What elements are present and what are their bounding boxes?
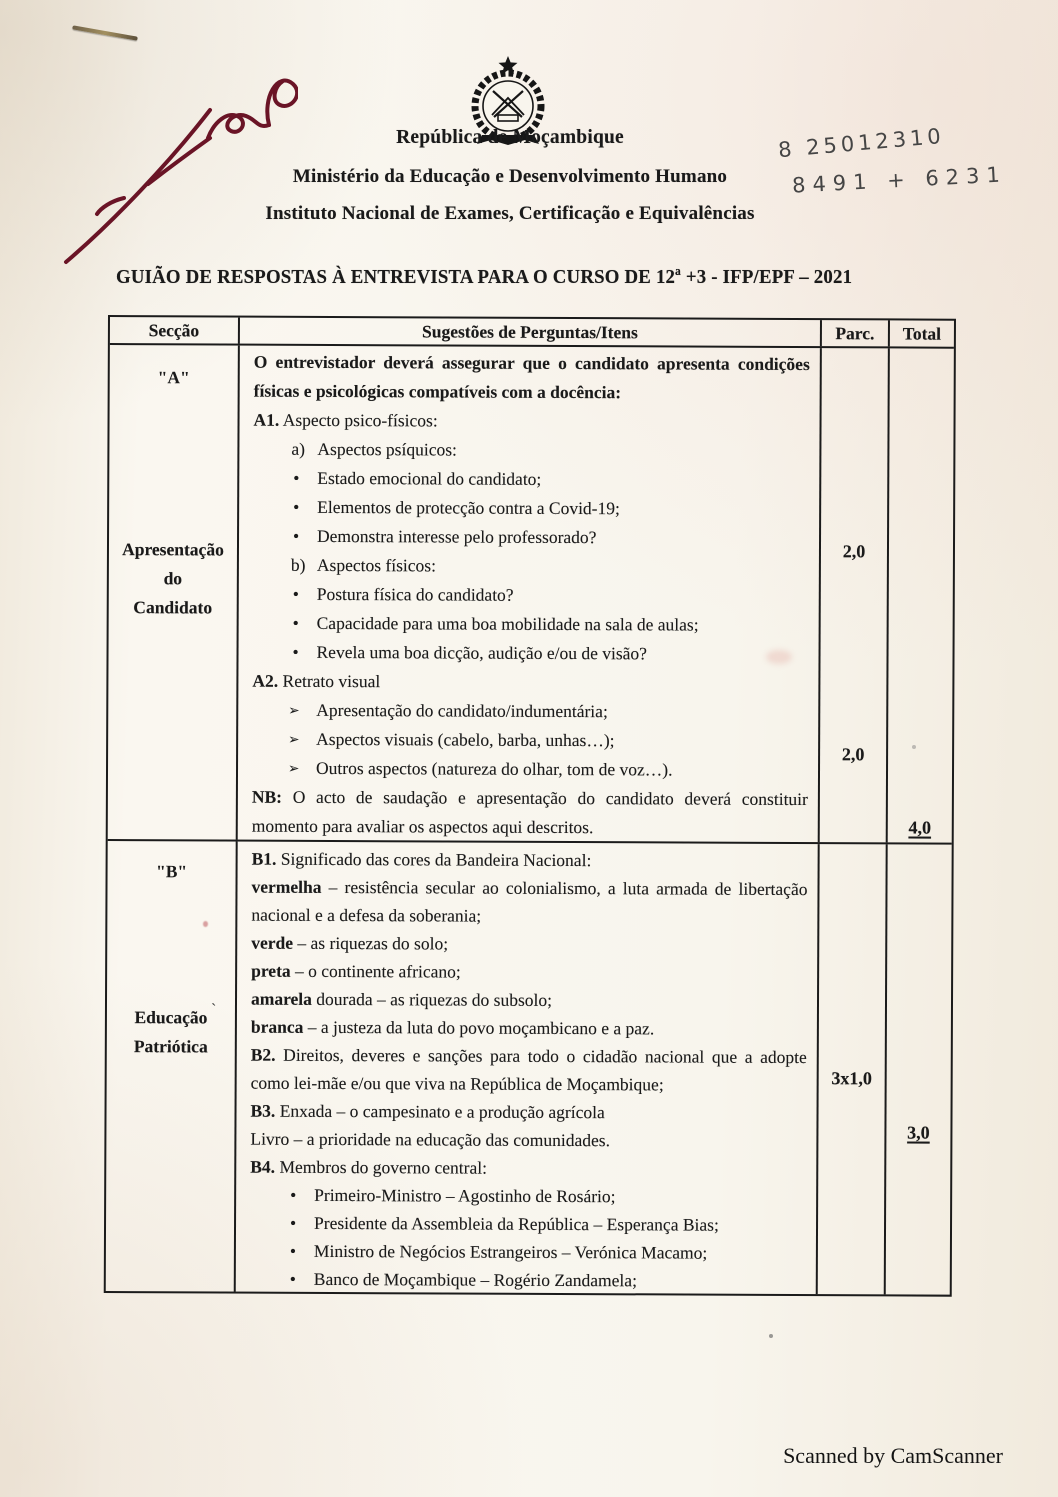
item-b1-text: Significado das cores da Bandeira Nacional: bbox=[276, 848, 592, 871]
color-name: preta bbox=[251, 960, 291, 981]
bullet-marker: • bbox=[293, 496, 300, 517]
alpha-marker: b) bbox=[290, 554, 306, 575]
list-item bbox=[250, 1237, 806, 1267]
list-item-text: Demonstra interesse pelo professorado? bbox=[316, 525, 597, 548]
parc-value: 2,0 bbox=[842, 541, 866, 562]
column-header-sugestoes: Sugestões de Perguntas/Itens bbox=[240, 318, 822, 347]
section-a-name-line: Apresentação bbox=[122, 539, 224, 560]
color-name: amarela bbox=[250, 988, 312, 1009]
color-name: vermelha bbox=[251, 876, 322, 897]
list-item bbox=[252, 638, 808, 669]
list-item-text: Outros aspectos (natureza do olhar, tom de voz…). bbox=[315, 757, 673, 780]
nb-text: O acto de saudação e apresentação do candidato deverá constituir momento para avaliar os aspectos aqui descritos. bbox=[251, 786, 808, 838]
parc-value: 3x1,0 bbox=[831, 1068, 872, 1089]
bullet-marker: • bbox=[292, 612, 299, 633]
item-a2-text: Retrato visual bbox=[278, 670, 381, 692]
list-item bbox=[253, 464, 809, 495]
list-item bbox=[250, 1265, 806, 1294]
scan-speck bbox=[769, 1334, 773, 1338]
list-item-text: Aspectos visuais (cabelo, barba, unhas…); bbox=[316, 728, 615, 751]
list-item bbox=[252, 754, 808, 785]
bullet-marker: • bbox=[293, 467, 300, 488]
answer-guide-table bbox=[104, 315, 956, 1297]
bullet-marker: • bbox=[289, 1268, 296, 1289]
document-title: GUIÃO DE RESPOSTAS À ENTREVISTA PARA O CURSO DE 12ª +3 - IFP/EPF – 2021 bbox=[116, 266, 853, 289]
list-item-text: Primeiro-Ministro – Agostinho de Rosário; bbox=[314, 1184, 616, 1207]
scan-smudge bbox=[766, 650, 792, 664]
bullet-marker: • bbox=[289, 1240, 297, 1261]
section-b-name-line: Educação bbox=[134, 1007, 208, 1028]
item-b1 bbox=[252, 845, 808, 875]
item-b3-continuation bbox=[250, 1125, 806, 1155]
signature-scribble bbox=[58, 50, 298, 280]
list-item-text: Presidente da Assembleia da República – Esperança Bias; bbox=[313, 1212, 719, 1235]
header-country: República de Moçambique bbox=[396, 127, 624, 148]
list-item-text: Ministro de Negócios Estrangeiros – Verónica Macamo; bbox=[313, 1240, 708, 1263]
item-b3 bbox=[250, 1097, 806, 1127]
intro-text: O entrevistador deverá assegurar que o candidato apresenta condições físicas e psicológicas compatíveis com a docência: bbox=[253, 351, 810, 403]
list-item bbox=[253, 522, 809, 553]
header-institute: Instituto Nacional de Exames, Certificação e Equivalências bbox=[265, 203, 755, 224]
color-meaning: – as riquezas do solo; bbox=[293, 932, 449, 954]
section-b-code: "B" bbox=[155, 861, 188, 882]
list-item bbox=[250, 1181, 806, 1211]
arrow-marker-icon: ➢ bbox=[287, 760, 300, 776]
table-row-section-a bbox=[108, 345, 954, 843]
list-item bbox=[253, 493, 809, 524]
flag-color-line bbox=[251, 1013, 807, 1043]
parc-value: 2,0 bbox=[841, 744, 865, 765]
list-item-text: Postura física do candidato? bbox=[316, 583, 514, 605]
color-name: verde bbox=[251, 932, 294, 953]
item-a1 bbox=[253, 406, 809, 437]
section-b-cell bbox=[106, 841, 238, 1292]
section-b-parc-cell bbox=[818, 844, 888, 1294]
camscanner-watermark: Scanned by CamScanner bbox=[783, 1443, 1003, 1468]
item-b2-text: Direitos, deveres e sanções para todo o cidadão nacional que a adopte como lei-mãe e/ou que viva na República de Moçambique; bbox=[250, 1044, 807, 1095]
section-a-cell bbox=[108, 345, 240, 840]
item-b3-text: Enxada – o campesinato e a produção agrícola bbox=[275, 1100, 605, 1123]
list-item bbox=[252, 725, 808, 756]
item-b1-label: B1. bbox=[251, 848, 277, 869]
list-item bbox=[253, 580, 809, 611]
scan-speck bbox=[203, 921, 208, 927]
section-a-parc-cell bbox=[820, 348, 890, 842]
item-a2-label: A2. bbox=[252, 670, 279, 691]
item-a1-label: A1. bbox=[253, 409, 280, 430]
stray-pen-tick: ` bbox=[210, 1001, 217, 1019]
section-a-name-line: do bbox=[163, 568, 183, 589]
flag-color-line bbox=[251, 929, 807, 959]
item-b4 bbox=[250, 1153, 806, 1183]
list-item-text: Elementos de protecção contra a Covid-19; bbox=[317, 496, 620, 519]
bullet-marker: • bbox=[290, 1184, 297, 1205]
list-item bbox=[253, 435, 809, 466]
total-value: 3,0 bbox=[907, 1122, 930, 1143]
column-header-total: Total bbox=[902, 322, 942, 344]
item-b4-text: Membros do governo central: bbox=[275, 1156, 488, 1178]
color-name: branca bbox=[250, 1016, 304, 1037]
section-b-name-line: Patriótica bbox=[133, 1036, 208, 1057]
staple-mark bbox=[72, 25, 138, 40]
flag-color-line bbox=[251, 957, 807, 987]
flag-color-line bbox=[251, 873, 807, 931]
item-b2-label: B2. bbox=[250, 1044, 276, 1065]
handwritten-number-line2: 8491 + 6231 bbox=[791, 162, 1008, 198]
column-header-seccao: Secção bbox=[110, 317, 240, 344]
item-b3-cont-text: Livro – a prioridade na educação das comunidades. bbox=[250, 1128, 611, 1151]
arrow-marker-icon: ➢ bbox=[288, 731, 300, 747]
color-meaning: dourada – as riquezas do subsolo; bbox=[311, 988, 553, 1010]
alpha-marker: a) bbox=[291, 438, 306, 459]
list-item-text: Apresentação do candidato/indumentária; bbox=[316, 699, 608, 722]
column-header-parc: Parc. bbox=[822, 320, 890, 346]
list-item-text: Aspectos psíquicos: bbox=[317, 438, 457, 460]
bullet-marker: • bbox=[292, 583, 299, 604]
list-item bbox=[252, 696, 808, 727]
flag-color-line bbox=[251, 985, 807, 1015]
list-item-text: Revela uma boa dicção, audição e/ou de visão? bbox=[316, 641, 647, 664]
item-b2 bbox=[251, 1041, 807, 1099]
arrow-marker-icon: ➢ bbox=[288, 702, 300, 718]
total-value: 4,0 bbox=[908, 817, 932, 838]
list-item-text: Capacidade para uma boa mobilidade na sala de aulas; bbox=[316, 612, 699, 635]
item-a2 bbox=[252, 667, 808, 698]
section-a-name-line: Candidato bbox=[133, 597, 213, 618]
list-item-text: Banco de Moçambique – Rogério Zandamela; bbox=[313, 1268, 638, 1291]
color-meaning: – o continente africano; bbox=[290, 960, 461, 982]
handwritten-number-line1: 8 25012310 bbox=[777, 123, 946, 163]
bullet-marker: • bbox=[292, 525, 300, 546]
list-item bbox=[253, 551, 809, 582]
table-row-section-b bbox=[106, 839, 952, 1295]
item-b4-label: B4. bbox=[250, 1156, 276, 1177]
table-header-row bbox=[110, 317, 954, 349]
section-b-total-cell bbox=[886, 844, 952, 1294]
color-meaning: – a justeza da luta do povo moçambicano e a paz. bbox=[303, 1016, 655, 1039]
section-a-total-cell bbox=[888, 348, 954, 842]
section-b-content bbox=[236, 842, 820, 1295]
nb-note bbox=[252, 783, 808, 842]
section-a-code: "A" bbox=[157, 367, 190, 388]
section-a-content bbox=[238, 346, 822, 843]
color-meaning: – resistência secular ao colonialismo, a luta armada de libertação nacional e a defesa da soberania; bbox=[251, 876, 808, 926]
header-ministry: Ministério da Educação e Desenvolvimento Humano bbox=[292, 166, 728, 187]
item-b3-label: B3. bbox=[250, 1100, 276, 1121]
nb-label: NB: bbox=[251, 786, 283, 807]
item-a1-text: Aspecto psico-físicos: bbox=[279, 409, 438, 431]
list-item bbox=[253, 609, 809, 640]
list-item-text: Aspectos físicos: bbox=[316, 554, 437, 576]
list-item-text: Estado emocional do candidato; bbox=[317, 467, 542, 489]
bullet-marker: • bbox=[289, 1212, 297, 1233]
scan-speck bbox=[912, 745, 916, 749]
section-a-name bbox=[109, 535, 237, 623]
bullet-marker: • bbox=[292, 641, 299, 662]
list-item bbox=[250, 1209, 806, 1239]
